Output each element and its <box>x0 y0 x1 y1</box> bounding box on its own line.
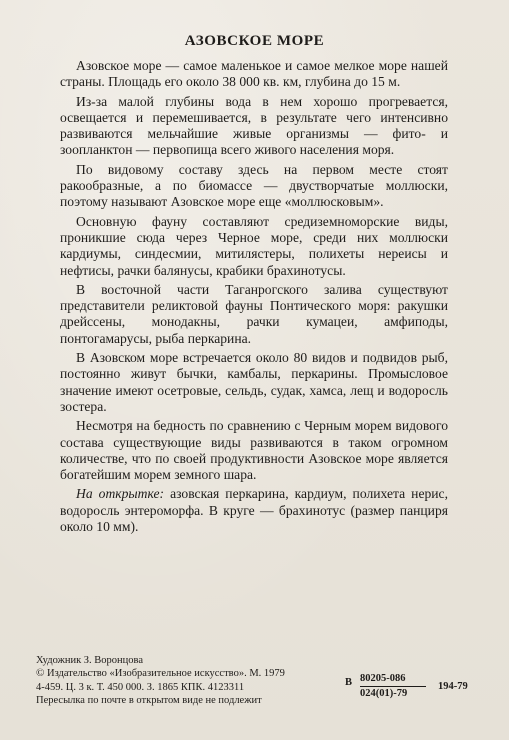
catalog-code-denominator: 024(01)-79 <box>360 688 408 699</box>
postcard-note-text: азовская перкарина, кардиум, полихета нерис, водоросль энтероморфа. В круге — брахинотус (размер панциря около 10 мм). <box>60 486 448 535</box>
paragraph-intro: Азовское море — самое маленькое и самое мелкое море нашей страны. Площадь его около 38 000 кв. км, глубина до 15 м. <box>60 58 448 90</box>
postcard-note-label: На открытке: <box>76 486 165 502</box>
paragraph-fish: В Азовском море встречается около 80 видов и подвидов рыб, постоянно живут бычки, камбалы, перкарины. Промысловое значение имеют осетровые, сельдь, судак, хамса, лещ и водоросль зостера. <box>60 350 448 414</box>
imprint-credits <box>36 654 341 707</box>
mailing-note: Пересылка по почте в открытом виде не подлежит <box>36 694 262 706</box>
catalog-code-numerator: 80205-086 <box>360 673 406 684</box>
catalog-code <box>345 673 485 703</box>
paragraph-postcard-note <box>60 486 448 535</box>
copyright-icon: © <box>36 667 45 680</box>
catalog-code-year: 194-79 <box>438 681 468 692</box>
paragraph-fauna: Основную фауну составляют средиземноморские виды, проникшие сюда через Черное море, среди них моллюски кардиумы, синдесмии, митилястеры, полихеты нереисы и нефтисы, рачки балянусы, крабики брахинотусы. <box>60 213 448 278</box>
artist-credit: Художник З. Воронцова <box>36 655 144 666</box>
article-body <box>60 58 448 535</box>
catalog-code-letter: В <box>345 677 353 688</box>
paragraph-relict-fauna: В восточной части Таганрогского залива существуют представители реликтовой фауны Понтического моря: ракушки дрейссены, монодакны, рачки кумацеи, амфиподы, понтогамарусы, рыба перкарина. <box>60 281 448 346</box>
print-info: 4-459. Ц. 3 к. Т. 450 000. З. 1865 КПК. 4123311 <box>36 681 245 693</box>
paragraph-species: По видовому составу здесь на первом месте стоят ракообразные, а по биомассе — двустворчатые моллюски, поэтому называют Азовское море еще «моллюсковым». <box>60 161 448 210</box>
publisher-text: Издательство «Изобразительное искусство». М. 1979 <box>44 668 285 680</box>
paragraph-productivity: Несмотря на бедность по сравнению с Черным морем видового состава существующие виды развиваются в таком огромном количестве, что по своей продуктивности Азовское море является богатейшим морем земного шара. <box>60 418 448 483</box>
catalog-code-divider <box>360 686 426 687</box>
publisher-line <box>36 667 341 680</box>
paragraph-plankton: Из-за малой глубины вода в нем хорошо прогревается, освещается и перемешивается, в результате чего интенсивно развиваются мельчайшие живые организмы — фито- и зоопланктон — первопища всего живого населения моря. <box>60 93 448 158</box>
page-title: АЗОВСКОЕ МОРЕ <box>184 33 325 49</box>
